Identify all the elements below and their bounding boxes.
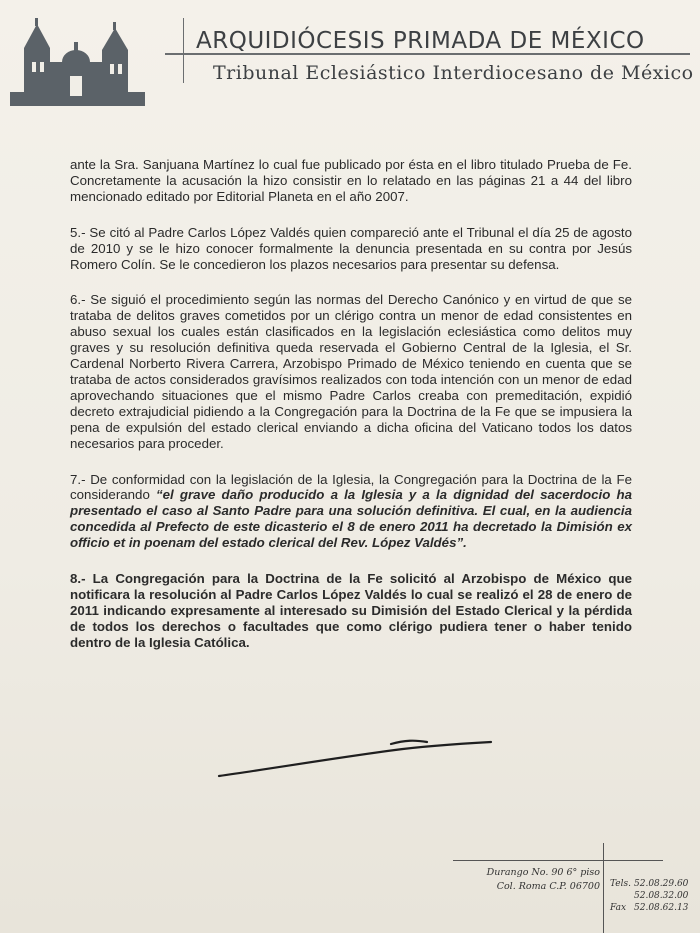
paragraph-7-quote: “el grave daño producido a la Iglesia y a la dignidad del sacerdocio ha presentado el caso al Santo Padre para una solución definitiva. El cual, en la audiencia concedida al Prefecto de este dicasterio el 8 de enero 2011 ha decretado la Dimisión ex officio et in poenam del estado clerical del Rev. López Valdés”. bbox=[70, 487, 632, 551]
footer-vertical-rule bbox=[603, 843, 604, 933]
phone-row-2 bbox=[610, 890, 695, 902]
document-body bbox=[70, 157, 632, 671]
paragraph-4-continuation: ante la Sra. Sanjuana Martínez lo cual fue publicado por ésta en el libro titulado Prueba de Fe. Concretamente la acusación la hizo consistir en lo relatado en las páginas 21 a 44 del libro mencionado editado por Editorial Planeta en el año 2007. bbox=[70, 157, 632, 204]
paragraph-8: 8.- La Congregación para la Doctrina de la Fe solicitó al Arzobispo de México que notificara la resolución al Padre Carlos López Valdés lo cual se realizó el 28 de enero de 2011 indicando expresamente al interesado su Dimisión del Estado Clerical y la pérdida de todos los derechos o facultades que como clérigo pudiera tener o haber tenido dentro de la Iglesia Católica. bbox=[70, 571, 632, 650]
fax-number: 52.08.62.13 bbox=[634, 903, 689, 913]
paragraph-6: 6.- Se siguió el procedimiento según las normas del Derecho Canónico y en virtud de que se trataba de delitos graves cometidos por un clérigo contra un menor de edad consistentes en abuso sexual los cuales están clasificados en la legislación eclesiástica como delitos muy graves y su resolución definitiva queda reservada el Gobierno Central de la Iglesia, el Sr. Cardenal Norberto Rivera Carrera, Arzobispo Primado de México teniendo en cuenta que se trataba de actos considerados gravísimos realizados con toda intención con un menor de edad aprovechando situaciones que el mismo Padre Carlos creaba con premeditación, expidió decreto extrajudicial pidiendo a la Congregación para la Doctrina de la Fe que se impusiera la pena de expulsión del estado clerical enviando a dicha oficina del Vaticano todos los datos necesarios para proceder. bbox=[70, 292, 632, 451]
letterhead-title: ARQUIDIÓCESIS PRIMADA DE MÉXICO bbox=[196, 28, 645, 54]
address-line-1: Durango No. 90 6° piso bbox=[486, 867, 600, 878]
header-vertical-rule bbox=[183, 18, 184, 83]
tel-2: 52.08.32.00 bbox=[634, 891, 689, 901]
address-line-2: Col. Roma C.P. 06700 bbox=[496, 881, 600, 892]
footer-horizontal-rule bbox=[453, 860, 663, 861]
footer-address bbox=[480, 866, 600, 894]
letterhead-subtitle: Tribunal Eclesiástico Interdiocesano de México bbox=[213, 62, 694, 84]
paragraph-7 bbox=[70, 472, 632, 552]
phone-row-1 bbox=[610, 878, 695, 890]
tel-label: Tels. bbox=[610, 879, 631, 889]
phone-row-3 bbox=[610, 902, 695, 914]
handwritten-signature bbox=[215, 728, 505, 788]
fax-label: Fax bbox=[610, 903, 627, 913]
tel-1: 52.08.29.60 bbox=[634, 879, 689, 889]
paragraph-7-intro: 7.- De conformidad con la legislación de la Iglesia, la Congregación para la Doctrina de la Fe considerando bbox=[70, 471, 632, 503]
paragraph-5: 5.- Se citó al Padre Carlos López Valdés quien compareció ante el Tribunal el día 25 de agosto de 2010 y se le hizo conocer formalmente la denuncia presentada en su contra por Jesús Romero Colín. Se le concedieron los plazos necesarios para presentar su defensa. bbox=[70, 224, 632, 272]
cathedral-icon bbox=[10, 18, 145, 106]
footer-phones bbox=[610, 878, 695, 914]
